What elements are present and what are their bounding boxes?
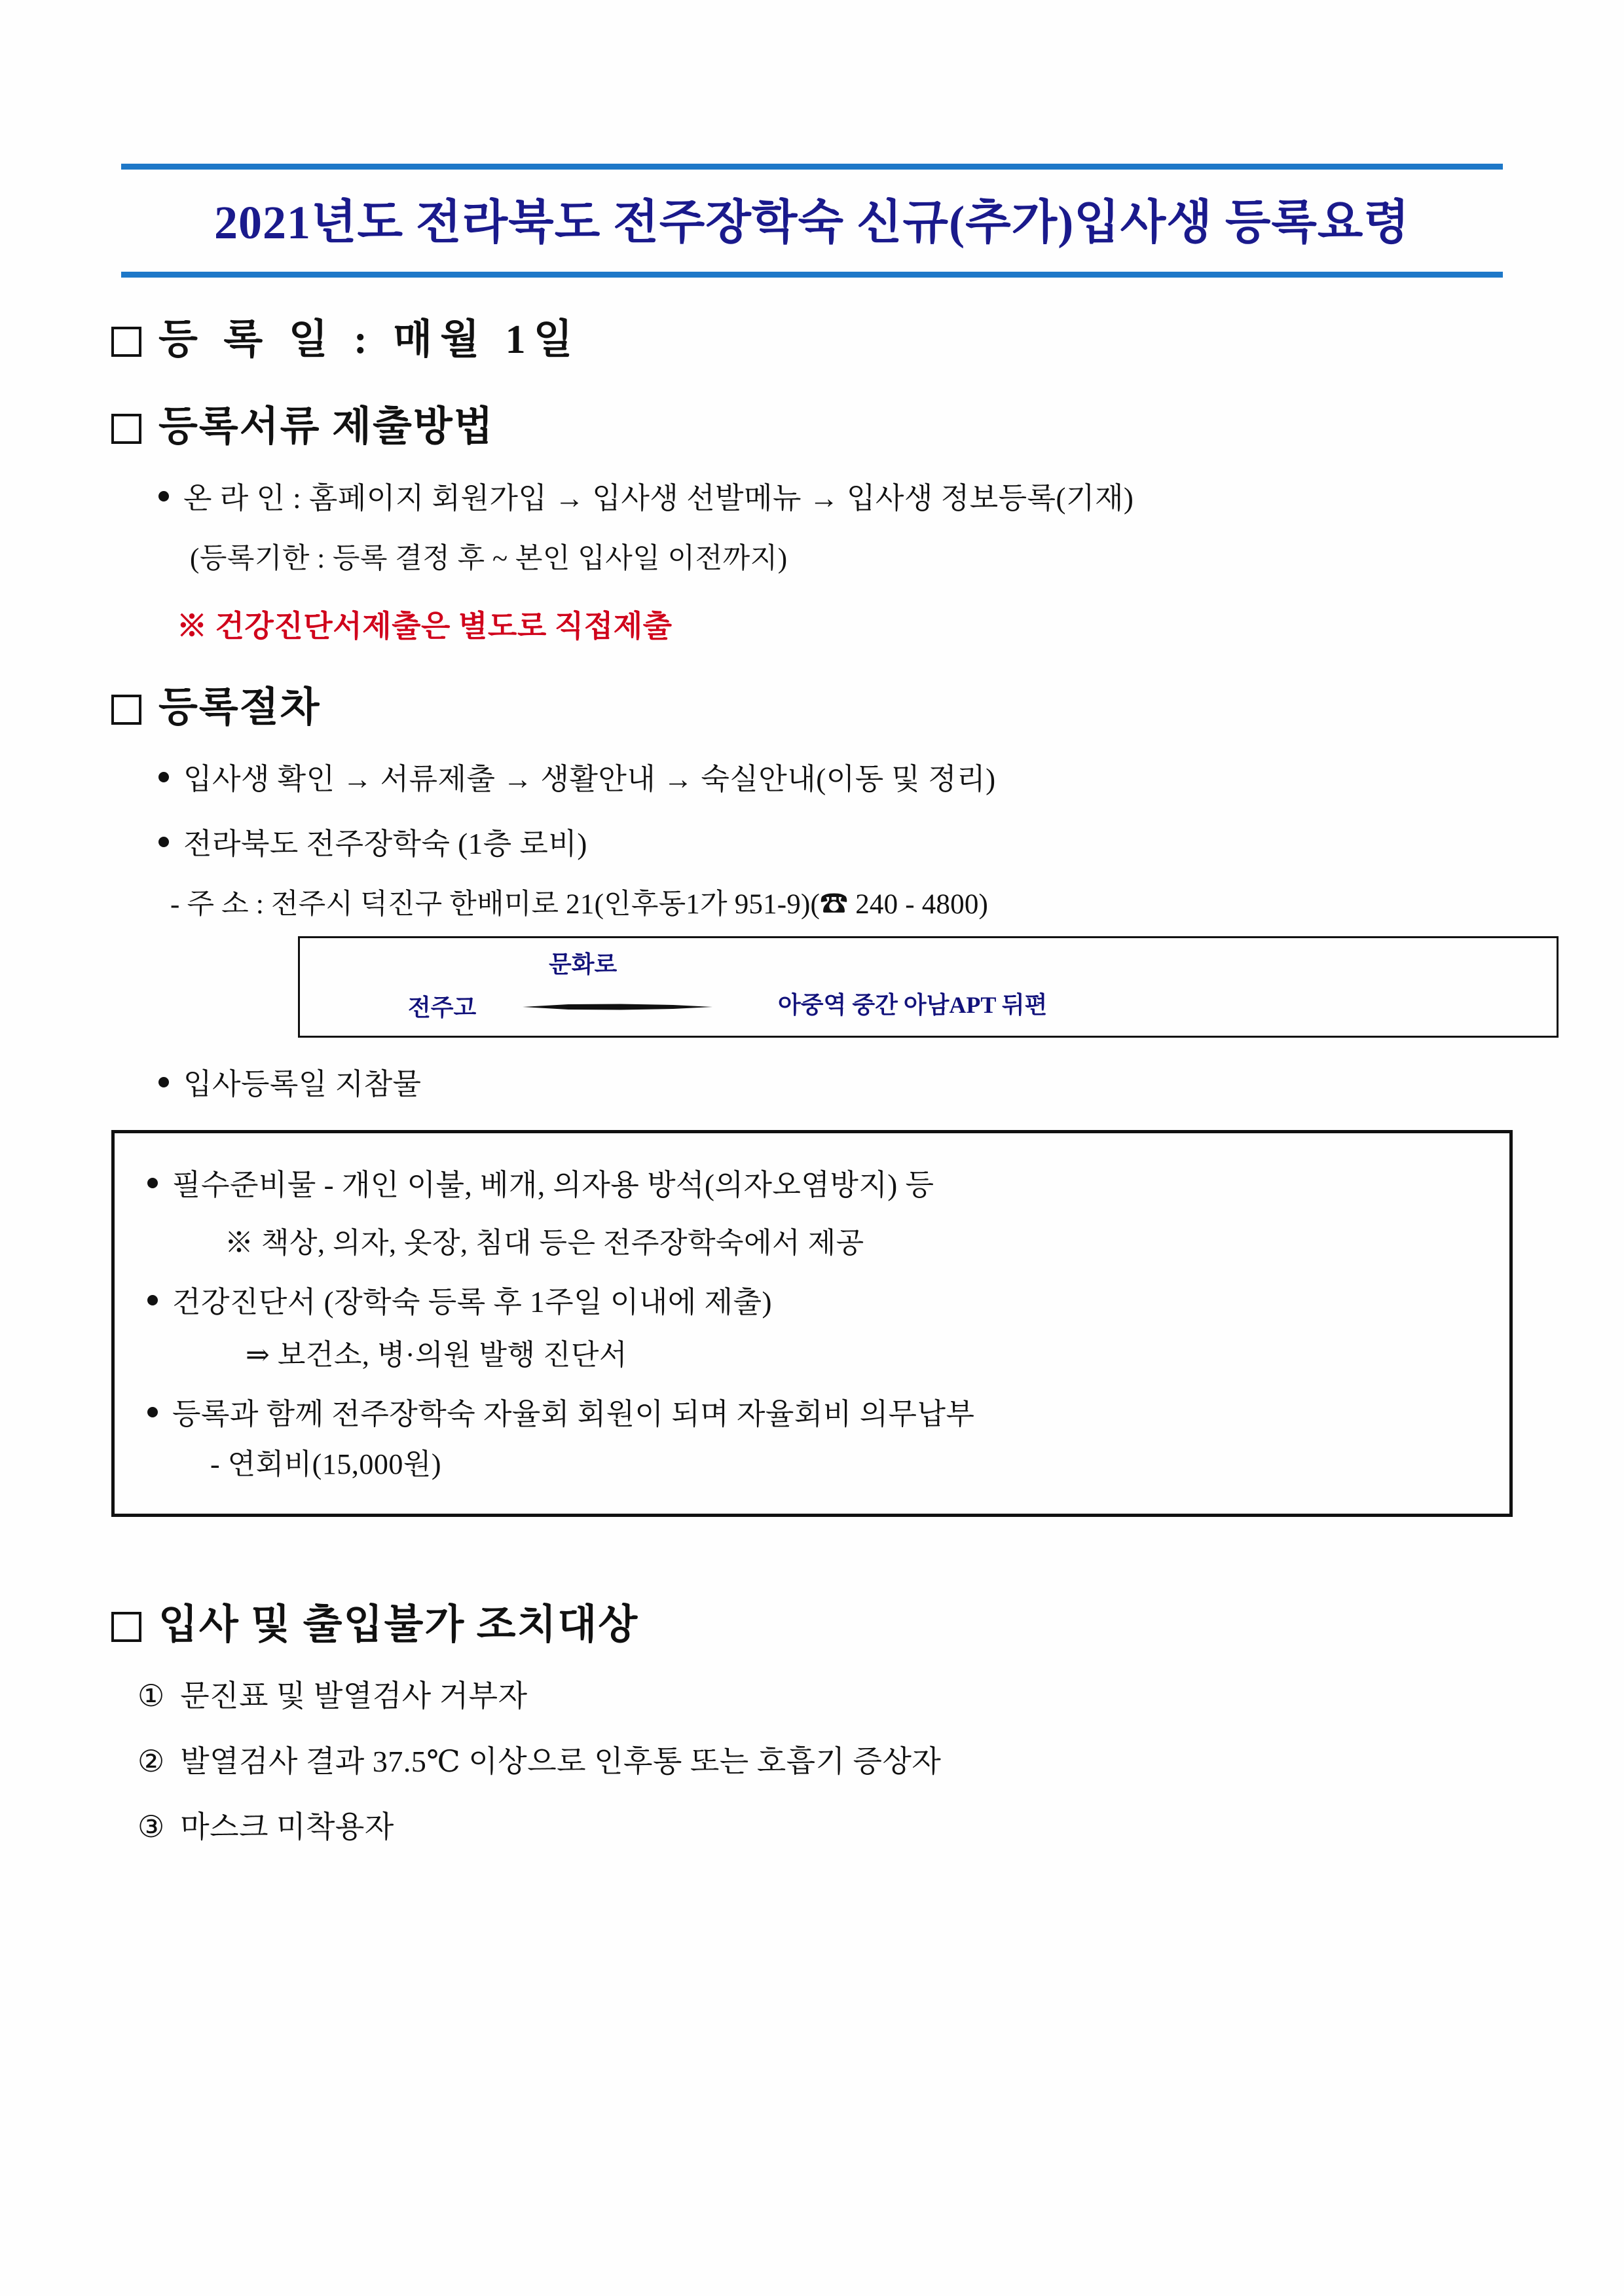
- heading-procedure: [111, 674, 1526, 733]
- dot-bullet-icon: [158, 1077, 169, 1087]
- list-item-text: 문진표 및 발열검사 거부자: [180, 1679, 528, 1713]
- required-items-sub-1: ※ 책상, 의자, 옷장, 침대 등은 전주장학숙에서 제공: [225, 1227, 864, 1259]
- list-item: [138, 1738, 1526, 1781]
- square-bullet-icon: [111, 414, 141, 444]
- heading-submit-method: [111, 393, 1526, 452]
- document-title-block: [121, 164, 1503, 278]
- required-items-line-2: [147, 1278, 1477, 1321]
- procedure-bring-items-bullet: [158, 1060, 1526, 1102]
- list-item: [138, 1672, 1526, 1715]
- required-items-sub-2: ⇒ 보건소, 병·의원 발행 진단서: [246, 1339, 628, 1371]
- list-item-number: ③: [138, 1810, 165, 1844]
- dot-bullet-icon: [158, 837, 169, 847]
- procedure-step-text: 입사생 확인 → 서류제출 → 생활안내 → 숙실안내(이동 및 정리): [183, 763, 996, 795]
- list-item-text: 발열검사 결과 37.5℃ 이상으로 인후통 또는 호흡기 증상자: [180, 1745, 942, 1778]
- required-items-box: [111, 1130, 1513, 1517]
- list-item-number: ①: [138, 1679, 165, 1713]
- road-line-icon: [523, 1004, 712, 1010]
- dot-bullet-icon: [147, 1178, 158, 1188]
- location-map-box: [298, 936, 1559, 1038]
- list-item-text: 마스크 미착용자: [180, 1810, 394, 1844]
- heading-registration-date-label: 등 록 일 : 매월 1일: [158, 318, 581, 362]
- section-spacer: [98, 1517, 1526, 1563]
- heading-registration-date: [111, 306, 1526, 365]
- list-item-number: ②: [138, 1745, 165, 1778]
- map-label-left: 전주고: [408, 994, 477, 1021]
- submit-method-deadline-text: (등록기한 : 등록 결정 후 ~ 본인 입사일 이전까지): [190, 543, 788, 574]
- map-label-right: 아중역 중간 아남APT 뒤편: [778, 992, 1048, 1018]
- submit-method-online-bullet: [158, 474, 1526, 517]
- list-item: [138, 1803, 1526, 1846]
- procedure-location-bullet: [158, 820, 1526, 862]
- health-certificate-note: ※ 건강진단서제출은 별도로 직접제출: [177, 610, 673, 643]
- page-title: 2021년도 전라북도 전주장학숙 신규(추가)입사생 등록요령: [213, 196, 1411, 249]
- required-items-text-1: 필수준비물 - 개인 이불, 베개, 의자용 방석(의자오염방지) 등: [172, 1169, 934, 1201]
- required-items-text-2: 건강진단서 (장학숙 등록 후 1주일 이내에 제출): [172, 1286, 772, 1319]
- heading-restriction: [111, 1592, 1526, 1650]
- dot-bullet-icon: [147, 1407, 158, 1417]
- square-bullet-icon: [111, 1612, 141, 1642]
- required-items-line-3: [147, 1390, 1477, 1432]
- required-items-text-3: 등록과 함께 전주장학숙 자율회 회원이 되며 자율회비 의무납부: [172, 1398, 975, 1430]
- procedure-bring-items-text: 입사등록일 지참물: [183, 1068, 422, 1101]
- heading-submit-method-label: 등록서류 제출방법: [158, 405, 494, 449]
- heading-restriction-label: 입사 및 출입불가 조치대상: [158, 1603, 639, 1647]
- required-items-line-1: [147, 1161, 1477, 1203]
- procedure-location-text: 전라북도 전주장학숙 (1층 로비): [183, 828, 587, 860]
- submit-method-online-text: 온 라 인 : 홈페이지 회원가입 → 입사생 선발메뉴 → 입사생 정보등록(기재): [183, 482, 1134, 515]
- map-label-road: 문화로: [549, 951, 618, 977]
- dot-bullet-icon: [147, 1295, 158, 1305]
- square-bullet-icon: [111, 695, 141, 725]
- heading-procedure-label: 등록절차: [158, 685, 321, 730]
- square-bullet-icon: [111, 327, 141, 357]
- dot-bullet-icon: [158, 772, 169, 782]
- dot-bullet-icon: [158, 491, 169, 501]
- required-items-sub-3: - 연회비(15,000원): [210, 1448, 441, 1480]
- procedure-address-text: - 주 소 : 전주시 덕진구 한배미로 21(인후동1가 951-9)(☎ 240 - 4800): [170, 889, 989, 920]
- procedure-step-bullet: [158, 755, 1526, 797]
